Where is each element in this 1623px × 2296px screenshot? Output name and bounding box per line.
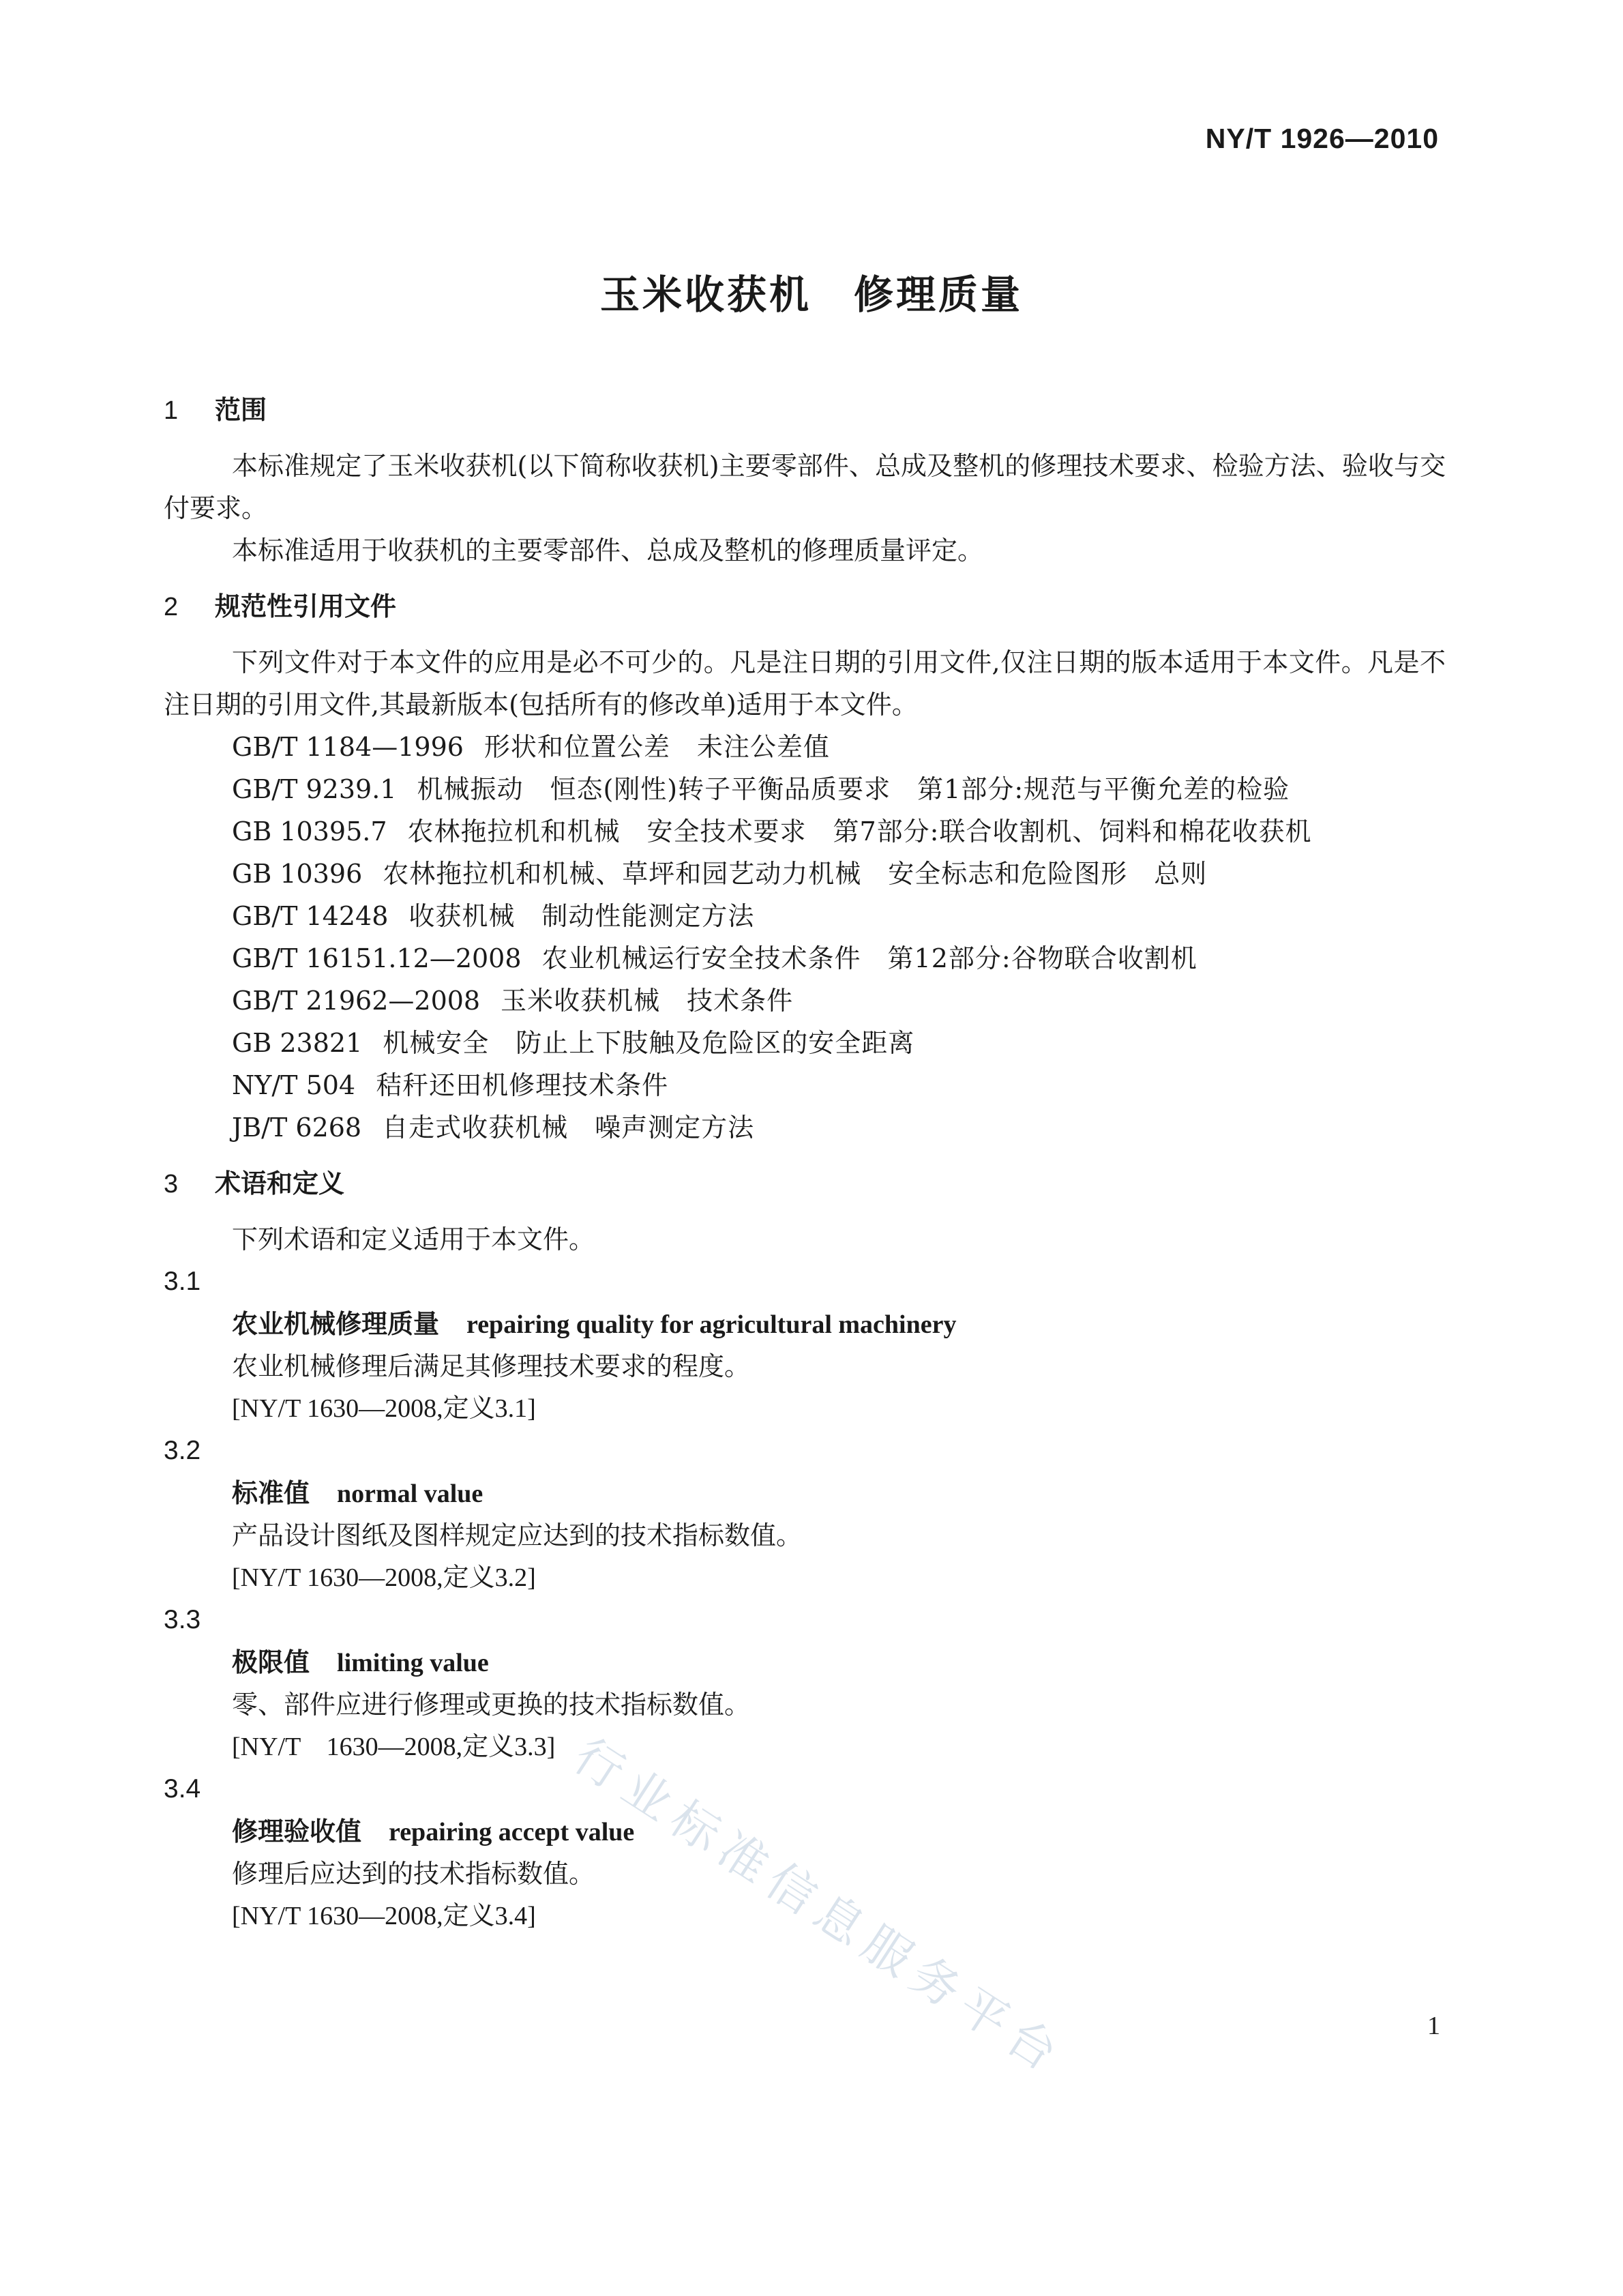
reference-item (164, 726, 1446, 768)
term-definition: 修理后应达到的技术指标数值。 (232, 1859, 595, 1889)
reference-item (164, 980, 1446, 1022)
reference-name: 机械振动 恒态(刚性)转子平衡品质要求 第1部分:规范与平衡允差的检验 (417, 774, 1290, 804)
reference-item (164, 1022, 1446, 1064)
reference-item (164, 853, 1446, 895)
term-name-en: repairing quality for agricultural machinery (466, 1310, 957, 1339)
term-name (232, 1810, 1446, 1853)
term-source: [NY/T 1630—2008,定义3.2] (232, 1563, 536, 1592)
reference-code: GB 10395.7 (232, 816, 387, 847)
term-name-en: limiting value (337, 1649, 489, 1677)
term-name (232, 1641, 1446, 1683)
paragraph: 本标准适用于收获机的主要零部件、总成及整机的修理质量评定。 (232, 535, 984, 565)
paragraph: 下列文件对于本文件的应用是必不可少的。凡是注日期的引用文件,仅注日期的版本适用于本文件。凡是不注日期的引用文件,其最新版本(包括所有的修改单)适用于本文件。 (164, 647, 1446, 720)
section-number: 2 (164, 593, 179, 621)
reference-name: 农林拖拉机和机械、草坪和园艺动力机械 安全标志和危险图形 总则 (383, 859, 1208, 889)
reference-name: 玉米收获机械 技术条件 (501, 986, 794, 1016)
standard-code: NY/T 1926—2010 (1205, 123, 1439, 154)
term-name (232, 1472, 1446, 1514)
reference-item (164, 937, 1446, 980)
section-number: 3 (164, 1170, 179, 1198)
reference-code: GB/T 16151.12—2008 (232, 943, 522, 973)
watermark-text: 行业标准信息服务平台 (564, 1727, 1075, 2087)
reference-item (164, 810, 1446, 853)
term-definition: 农业机械修理后满足其修理技术要求的程度。 (232, 1351, 751, 1381)
section-2-heading (164, 585, 1446, 628)
reference-name: 农业机械运行安全技术条件 第12部分:谷物联合收割机 (541, 943, 1197, 973)
reference-item (164, 768, 1446, 810)
section-title: 范围 (215, 395, 267, 425)
reference-item (164, 1106, 1446, 1149)
term-number: 3.2 (164, 1436, 201, 1465)
term-source: [NY/T 1630—2008,定义3.4] (232, 1902, 536, 1930)
term-source: [NY/T 1630—2008,定义3.3] (232, 1733, 556, 1761)
reference-list (164, 726, 1446, 1149)
reference-code: GB 10396 (232, 859, 363, 889)
reference-code: NY/T 504 (232, 1070, 356, 1100)
reference-name: 秸秆还田机修理技术条件 (376, 1070, 669, 1100)
paragraph: 本标准规定了玉米收获机(以下简称收获机)主要零部件、总成及整机的修理技术要求、检验方法、验收与交付要求。 (164, 451, 1446, 523)
term-name-zh: 修理验收值 (232, 1816, 362, 1846)
term-number: 3.3 (164, 1605, 201, 1634)
reference-code: GB/T 21962—2008 (232, 986, 481, 1016)
page-number: 1 (1427, 2012, 1440, 2040)
term-definition: 零、部件应进行修理或更换的技术指标数值。 (232, 1690, 751, 1720)
reference-name: 农林拖拉机和机械 安全技术要求 第7部分:联合收割机、饲料和棉花收获机 (407, 816, 1312, 847)
term-source: [NY/T 1630—2008,定义3.1] (232, 1394, 536, 1423)
term-name (232, 1303, 1446, 1345)
document-title: 玉米收获机 修理质量 (599, 271, 1023, 318)
term-name-en: normal value (337, 1480, 483, 1508)
document-body (164, 389, 1446, 1937)
reference-item (164, 895, 1446, 937)
reference-code: GB/T 9239.1 (232, 774, 397, 804)
reference-code: GB/T 14248 (232, 901, 389, 931)
term-name-en: repairing accept value (389, 1818, 635, 1846)
section-number: 1 (164, 396, 179, 425)
section-1-heading (164, 389, 1446, 431)
section-3-heading (164, 1162, 1446, 1205)
term-entry (164, 1430, 1446, 1599)
reference-name: 形状和位置公差 未注公差值 (483, 732, 830, 762)
term-number: 3.4 (164, 1774, 201, 1804)
term-entry (164, 1599, 1446, 1768)
section-title: 术语和定义 (215, 1168, 345, 1198)
term-entry (164, 1768, 1446, 1937)
term-entry (164, 1261, 1446, 1430)
reference-code: JB/T 6268 (232, 1113, 362, 1143)
section-title: 规范性引用文件 (215, 591, 397, 621)
term-number: 3.1 (164, 1267, 201, 1296)
term-definition: 产品设计图纸及图样规定应达到的技术指标数值。 (232, 1520, 803, 1550)
term-name-zh: 标准值 (232, 1478, 310, 1508)
reference-code: GB/T 1184—1996 (232, 732, 464, 762)
reference-name: 收获机械 制动性能测定方法 (408, 901, 755, 931)
paragraph: 下列术语和定义适用于本文件。 (232, 1224, 595, 1254)
term-name-zh: 极限值 (232, 1647, 310, 1677)
reference-item (164, 1064, 1446, 1106)
reference-name: 自走式收获机械 噪声测定方法 (382, 1113, 755, 1143)
reference-name: 机械安全 防止上下肢触及危险区的安全距离 (383, 1028, 915, 1058)
term-name-zh: 农业机械修理质量 (232, 1309, 440, 1339)
reference-code: GB 23821 (232, 1028, 363, 1058)
